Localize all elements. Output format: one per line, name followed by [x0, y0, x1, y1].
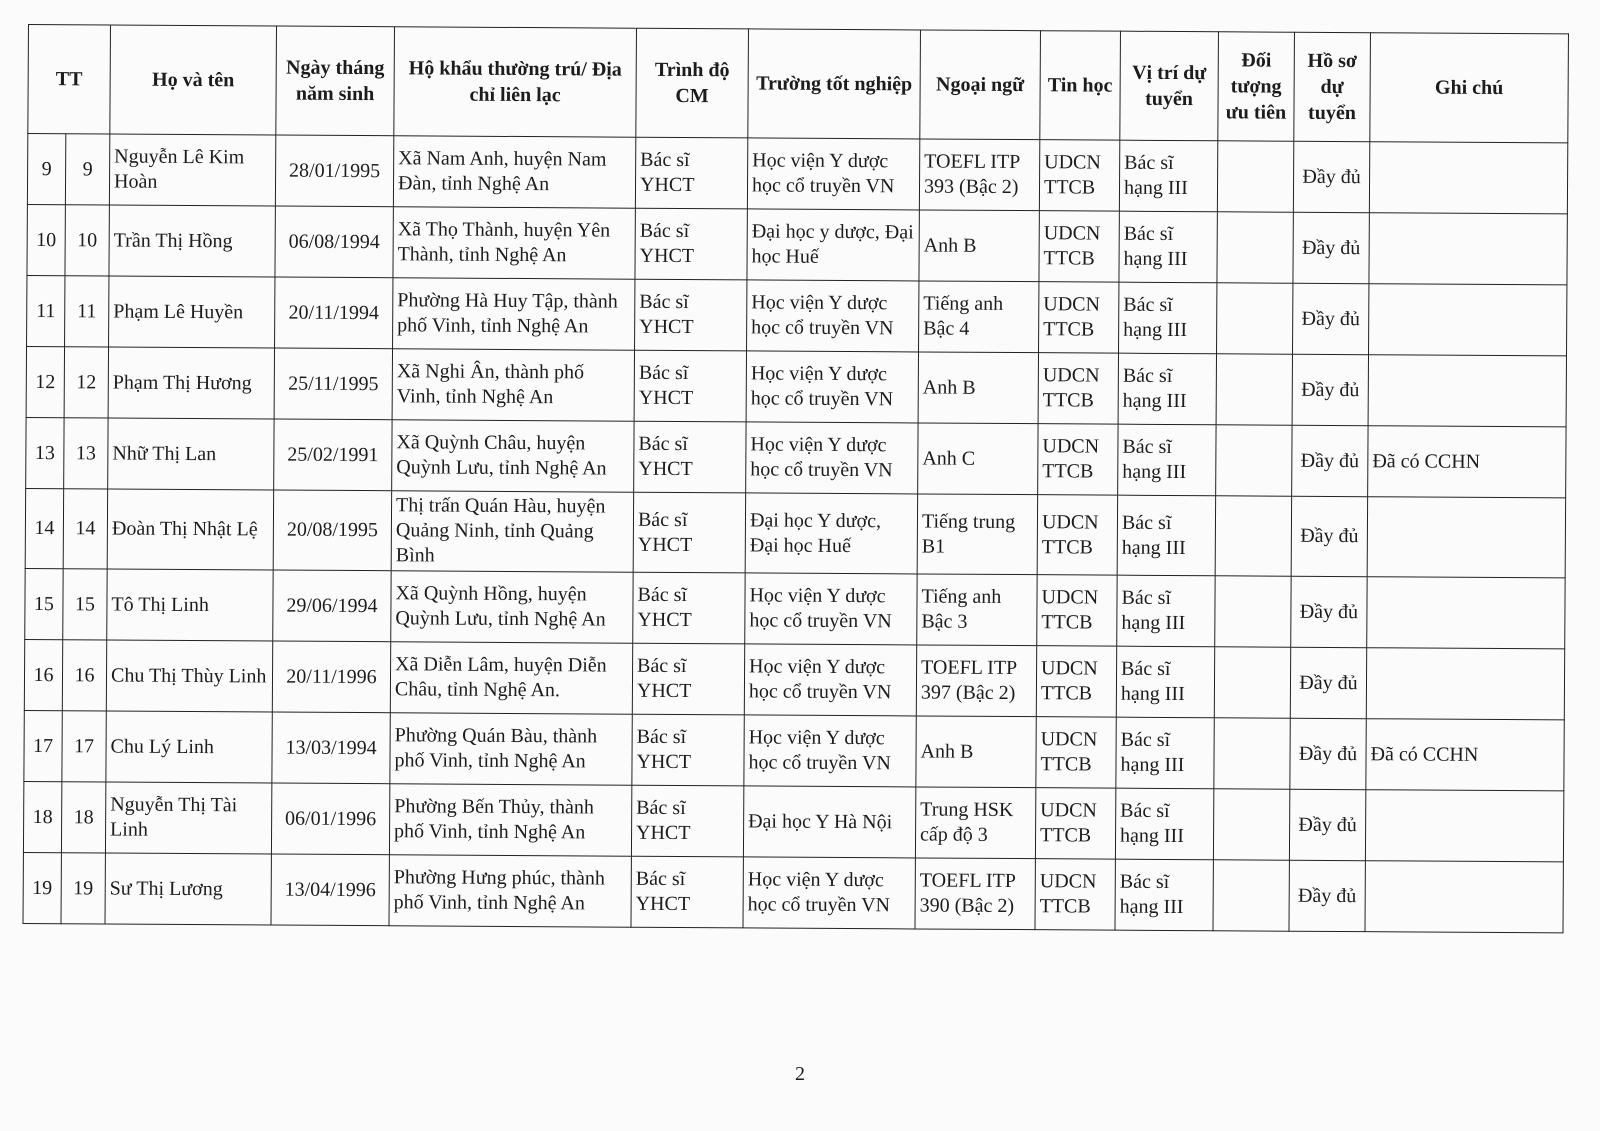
cell-row-order: 12 [64, 347, 108, 418]
header-priority: Đối tượng ưu tiên [1218, 32, 1295, 141]
cell-dossier-status: Đầy đủ [1293, 141, 1369, 212]
cell-dossier-status: Đầy đủ [1290, 718, 1366, 789]
cell-school: Học viện Y dược học cổ truyền VN [747, 138, 919, 210]
cell-school: Học viện Y dược học cổ truyền VN [744, 644, 916, 716]
cell-school: Học viện Y dược học cổ truyền VN [743, 857, 915, 929]
cell-degree: Bác sĩ YHCT [635, 279, 747, 351]
cell-birth-date: 28/01/1995 [275, 135, 393, 207]
cell-row-order: 19 [61, 853, 105, 924]
cell-birth-date: 20/11/1996 [272, 641, 390, 713]
cell-language: Anh B [919, 210, 1039, 282]
cell-row-order: 17 [62, 711, 106, 782]
cell-candidate-name: Tô Thị Linh [107, 569, 273, 641]
cell-row-order: 13 [64, 418, 108, 489]
cell-it-skill: UDCN TTCB [1035, 859, 1115, 930]
cell-priority [1216, 354, 1292, 425]
cell-degree: Bác sĩ YHCT [634, 421, 746, 493]
table-row [25, 488, 1565, 577]
cell-it-skill: UDCN TTCB [1039, 140, 1119, 211]
cell-priority [1217, 283, 1293, 354]
cell-language: Anh B [918, 352, 1038, 424]
cell-position: Bác sĩ hạng III [1119, 211, 1217, 283]
cell-position: Bác sĩ hạng III [1119, 140, 1217, 212]
cell-candidate-name: Phạm Thị Hương [108, 347, 274, 419]
table-row [27, 134, 1567, 214]
header-tt: TT [28, 25, 111, 134]
cell-school: Học viện Y dược học cổ truyền VN [746, 422, 918, 494]
cell-it-skill: UDCN TTCB [1039, 282, 1119, 353]
cell-row-index: 14 [25, 488, 63, 568]
cell-position: Bác sĩ hạng III [1119, 282, 1217, 354]
table-row [23, 781, 1563, 861]
cell-language: TOEFL ITP 397 (Bậc 2) [916, 645, 1036, 717]
cell-it-skill: UDCN TTCB [1036, 646, 1116, 717]
cell-it-skill: UDCN TTCB [1039, 211, 1119, 282]
cell-priority [1213, 789, 1289, 860]
table-row [23, 852, 1563, 932]
cell-row-order: 14 [63, 489, 107, 569]
cell-address: Phường Hà Huy Tập, thành phố Vinh, tỉnh Nghệ An [393, 278, 635, 350]
cell-language: Anh C [918, 423, 1038, 495]
cell-position: Bác sĩ hạng III [1115, 788, 1213, 860]
cell-note [1367, 497, 1565, 578]
table-row [27, 204, 1567, 284]
cell-birth-date: 20/08/1995 [273, 490, 391, 571]
cell-it-skill: UDCN TTCB [1037, 495, 1117, 575]
cell-it-skill: UDCN TTCB [1038, 353, 1118, 424]
cell-language: Tiếng trung B1 [917, 494, 1037, 575]
cell-note [1365, 790, 1563, 862]
cell-dossier-status: Đầy đủ [1289, 789, 1365, 860]
cell-degree: Bác sĩ YHCT [632, 714, 744, 786]
cell-priority [1213, 860, 1289, 931]
header-dob: Ngày tháng năm sinh [276, 26, 395, 136]
cell-degree: Bác sĩ YHCT [635, 208, 747, 280]
cell-birth-date: 20/11/1994 [275, 277, 393, 349]
cell-dossier-status: Đầy đủ [1292, 354, 1368, 425]
cell-row-order: 11 [65, 276, 109, 347]
cell-address: Xã Nam Anh, huyện Nam Đàn, tỉnh Nghệ An [393, 136, 635, 208]
cell-priority [1214, 647, 1290, 718]
cell-note [1369, 142, 1567, 214]
cell-candidate-name: Phạm Lê Huyền [109, 276, 275, 348]
cell-note: Đã có CCHN [1366, 719, 1564, 791]
table-row [26, 417, 1566, 497]
cell-position: Bác sĩ hạng III [1116, 717, 1214, 789]
cell-school: Học viện Y dược học cổ truyền VN [745, 573, 917, 645]
cell-priority [1216, 425, 1292, 496]
cell-candidate-name: Nhữ Thị Lan [108, 418, 274, 490]
cell-row-index: 13 [26, 417, 64, 488]
cell-position: Bác sĩ hạng III [1117, 495, 1215, 576]
cell-address: Xã Diễn Lâm, huyện Diễn Châu, tỉnh Nghệ An. [390, 642, 632, 714]
cell-dossier-status: Đầy đủ [1289, 860, 1365, 931]
cell-school: Đại học y dược, Đại học Huế [747, 209, 919, 281]
cell-birth-date: 25/11/1995 [274, 348, 392, 420]
cell-school: Đại học Y dược, Đại học Huế [745, 493, 917, 574]
cell-priority [1217, 141, 1293, 212]
cell-degree: Bác sĩ YHCT [631, 785, 743, 857]
header-note: Ghi chú [1370, 33, 1569, 143]
cell-it-skill: UDCN TTCB [1038, 424, 1118, 495]
cell-address: Xã Quỳnh Châu, huyện Quỳnh Lưu, tỉnh Nghệ An [392, 420, 634, 492]
cell-note [1367, 577, 1565, 649]
cell-language: TOEFL ITP 390 (Bậc 2) [915, 858, 1035, 930]
cell-row-index: 19 [23, 852, 61, 923]
cell-degree: Bác sĩ YHCT [634, 350, 746, 422]
cell-candidate-name: Chu Lý Linh [106, 711, 272, 783]
cell-row-index: 11 [27, 275, 65, 346]
cell-candidate-name: Đoàn Thị Nhật Lệ [107, 489, 273, 570]
header-language: Ngoại ngữ [920, 30, 1041, 140]
cell-dossier-status: Đầy đủ [1292, 425, 1368, 496]
header-position: Vị trí dự tuyển [1120, 31, 1219, 141]
cell-position: Bác sĩ hạng III [1116, 646, 1214, 718]
cell-school: Học viện Y dược học cổ truyền VN [747, 280, 919, 352]
cell-it-skill: UDCN TTCB [1036, 717, 1116, 788]
cell-language: TOEFL ITP 393 (Bậc 2) [919, 139, 1039, 211]
cell-it-skill: UDCN TTCB [1035, 788, 1115, 859]
cell-address: Phường Bến Thủy, thành phố Vinh, tỉnh Nghệ An [389, 784, 631, 856]
cell-dossier-status: Đầy đủ [1293, 283, 1369, 354]
cell-row-index: 18 [23, 781, 61, 852]
cell-dossier-status: Đầy đủ [1291, 576, 1367, 647]
cell-degree: Bác sĩ YHCT [631, 856, 743, 928]
cell-row-order: 18 [61, 782, 105, 853]
cell-candidate-name: Sư Thị Lương [105, 853, 271, 925]
table-row [24, 639, 1564, 719]
cell-row-index: 16 [24, 639, 62, 710]
cell-note [1369, 284, 1567, 356]
cell-note [1369, 213, 1567, 285]
candidate-table [23, 24, 1569, 933]
cell-dossier-status: Đầy đủ [1290, 647, 1366, 718]
cell-candidate-name: Chu Thị Thùy Linh [106, 640, 272, 712]
cell-school: Học viện Y dược học cổ truyền VN [746, 351, 918, 423]
cell-language: Tiếng anh Bậc 4 [919, 281, 1039, 353]
cell-birth-date: 29/06/1994 [273, 570, 391, 642]
header-name: Họ và tên [110, 25, 277, 135]
header-address: Hộ khẩu thường trú/ Địa chỉ liên lạc [394, 27, 637, 137]
cell-note [1366, 648, 1564, 720]
cell-priority [1215, 496, 1291, 576]
table-row [27, 275, 1567, 355]
cell-school: Đại học Y Hà Nội [743, 786, 915, 858]
cell-address: Phường Quán Bàu, thành phố Vinh, tỉnh Nghệ An [390, 713, 632, 785]
cell-row-index: 9 [27, 134, 65, 205]
table-row [25, 568, 1565, 648]
cell-language: Trung HSK cấp độ 3 [915, 787, 1035, 859]
cell-degree: Bác sĩ YHCT [633, 492, 745, 573]
cell-row-order: 16 [62, 640, 106, 711]
cell-birth-date: 25/02/1991 [274, 419, 392, 491]
cell-row-index: 17 [24, 710, 62, 781]
cell-degree: Bác sĩ YHCT [635, 137, 747, 209]
cell-degree: Bác sĩ YHCT [633, 572, 745, 644]
cell-candidate-name: Nguyễn Lê Kim Hoàn [109, 134, 275, 206]
header-degree: Trình độ CM [636, 28, 749, 138]
cell-row-order: 15 [63, 569, 107, 640]
cell-language: Tiếng anh Bậc 3 [917, 574, 1037, 646]
cell-language: Anh B [916, 716, 1036, 788]
cell-candidate-name: Trần Thị Hồng [109, 205, 275, 277]
cell-row-index: 10 [27, 204, 65, 275]
cell-priority [1215, 576, 1291, 647]
cell-row-order: 10 [65, 205, 109, 276]
cell-birth-date: 13/04/1996 [271, 854, 389, 926]
cell-position: Bác sĩ hạng III [1115, 859, 1213, 931]
header-row [28, 25, 1569, 143]
cell-candidate-name: Nguyễn Thị Tài Linh [105, 782, 271, 854]
cell-row-index: 15 [25, 568, 63, 639]
cell-birth-date: 06/08/1994 [275, 206, 393, 278]
cell-priority [1217, 212, 1293, 283]
cell-birth-date: 13/03/1994 [272, 712, 390, 784]
header-it: Tin học [1040, 31, 1121, 140]
cell-priority [1214, 718, 1290, 789]
cell-note: Đã có CCHN [1368, 426, 1566, 498]
cell-dossier-status: Đầy đủ [1293, 212, 1369, 283]
cell-note [1365, 861, 1563, 933]
cell-position: Bác sĩ hạng III [1117, 575, 1215, 647]
cell-position: Bác sĩ hạng III [1118, 353, 1216, 425]
header-dossier: Hồ sơ dự tuyển [1294, 32, 1371, 141]
cell-note [1368, 355, 1566, 427]
cell-address: Xã Quỳnh Hồng, huyện Quỳnh Lưu, tỉnh Nghệ An [391, 571, 633, 643]
cell-address: Thị trấn Quán Hàu, huyện Quảng Ninh, tỉnh Quảng Bình [391, 491, 633, 572]
cell-address: Phường Hưng phúc, thành phố Vinh, tỉnh Nghệ An [389, 855, 631, 927]
cell-school: Học viện Y dược học cổ truyền VN [744, 715, 916, 787]
cell-dossier-status: Đầy đủ [1291, 496, 1367, 576]
table-body [23, 134, 1568, 933]
cell-row-index: 12 [26, 346, 64, 417]
header-school: Trường tốt nghiệp [748, 29, 921, 139]
cell-address: Xã Nghi Ân, thành phố Vinh, tỉnh Nghệ An [392, 349, 634, 421]
cell-degree: Bác sĩ YHCT [632, 643, 744, 715]
cell-row-order: 9 [65, 134, 109, 205]
cell-address: Xã Thọ Thành, huyện Yên Thành, tỉnh Nghệ An [393, 207, 635, 279]
cell-birth-date: 06/01/1996 [271, 783, 389, 855]
page-number: 2 [795, 1063, 805, 1085]
table-row [24, 710, 1564, 790]
table-row [26, 346, 1566, 426]
cell-position: Bác sĩ hạng III [1118, 424, 1216, 496]
cell-it-skill: UDCN TTCB [1037, 575, 1117, 646]
